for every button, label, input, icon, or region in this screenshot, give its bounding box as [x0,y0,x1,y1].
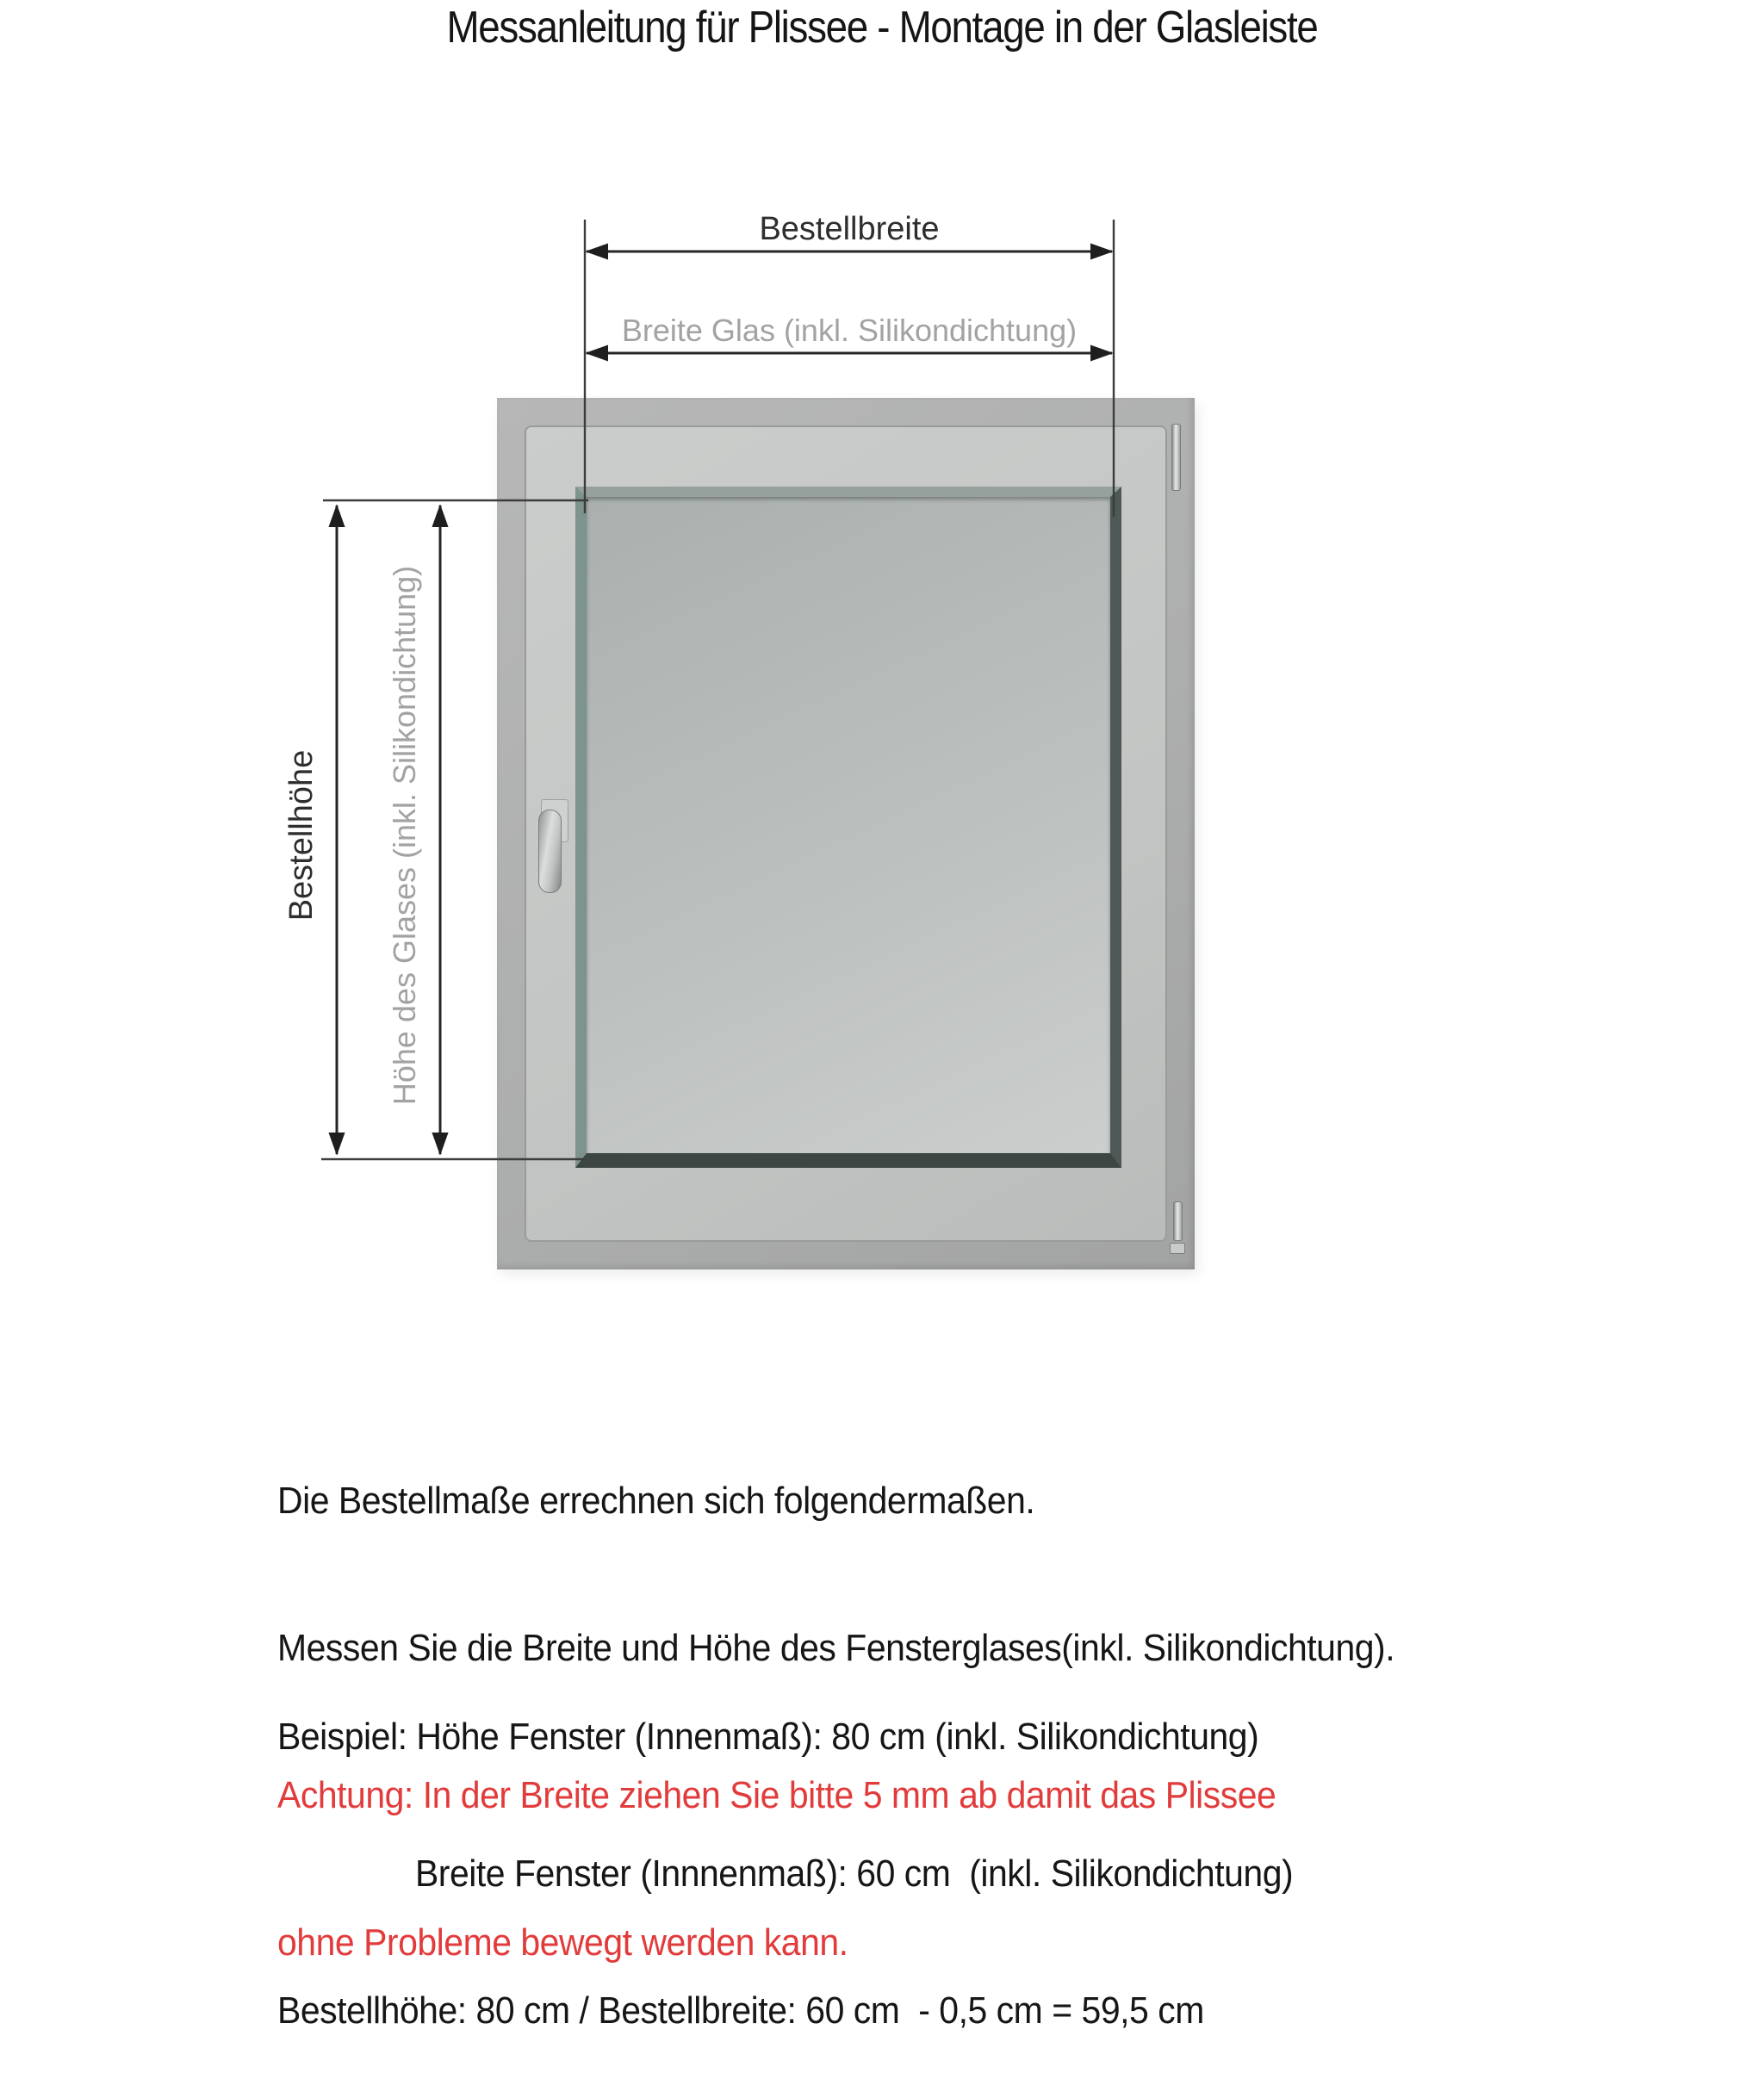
glass-height-label: Höhe des Glases (inkl. Silikondichtung) [387,565,422,1106]
warning-line-2: ohne Probleme bewegt werden kann. [277,1921,848,1964]
window-glass [575,487,1121,1168]
window-hinge-top [1171,424,1181,491]
window-hinge-bottom-bracket [1170,1243,1185,1254]
example-result-line: Bestellhöhe: 80 cm / Bestellbreite: 60 cm - 0,5 cm = 59,5 cm [277,1989,1204,2032]
window-hinge-bottom [1173,1201,1183,1241]
instruction-line-1: Die Bestellmaße errechnen sich folgendermaßen. [277,1480,1035,1522]
example-text-block [277,1623,1559,2079]
order-width-label: Bestellbreite [759,211,940,247]
warning-line-1: Achtung: In der Breite ziehen Sie bitte 5 mm ab damit das Plissee [277,1774,1276,1816]
order-height-label: Bestellhöhe [283,749,320,922]
page-title: Messanleitung für Plissee - Montage in der Glasleiste [446,3,1318,53]
instruction-line-2: Messen Sie die Breite und Höhe des Fensterglases(inkl. Silikondichtung). [277,1627,1395,1669]
example-width-line: Breite Fenster (Innnenmaß): 60 cm (inkl. Silikondichtung) [414,1852,1294,1895]
window-frame [497,398,1195,1269]
window-handle [538,810,562,893]
glass-width-label: Breite Glas (inkl. Silikondichtung) [621,313,1078,348]
example-height-line: Beispiel: Höhe Fenster (Innenmaß): 80 cm (inkl. Silikondichtung) [277,1716,1259,1758]
